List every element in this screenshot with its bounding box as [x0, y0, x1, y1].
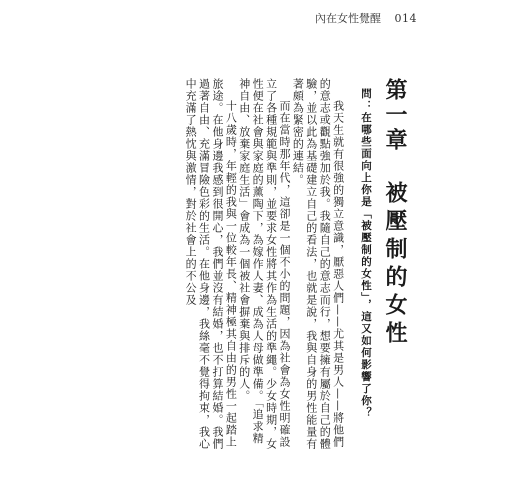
page-body [128, 78, 408, 450]
chapter-title: 被壓制的女性 [382, 181, 408, 349]
paragraph: 我天生就有很強的獨立意識，厭惡人們——尤其是男人——將他們的意志或觀點強加於我。我隨自己的意志而行，想要擁有屬於自己的體驗，並以此為基礎建立自己的看法，也就是說，我與自身的男性能量有著頗為緊密的連結。 [291, 78, 345, 450]
running-header [315, 10, 417, 26]
chapter-number: 第一章 [382, 78, 408, 153]
chapter-question: 問：在哪些面向上你是「被壓制的女性」，這又如何影響了你？ [360, 88, 372, 419]
page-number: 014 [394, 12, 417, 25]
paragraph: 十八歲時，年輕的我與一位較年長、精神極其自由的男性一起踏上旅途。在他身邊我感到很開心，我們並沒有結婚，也不打算結婚。我們過著自由、充滿冒險色彩的生活。在他身邊，我絲毫不覺得拘束，我心中充滿了熱忱與激情，對於社會上的不公及 [184, 78, 238, 450]
chapter-heading [382, 78, 408, 450]
paragraph: 而在當時那年代，這卻是一個不小的問題，因為社會為女性明確設立了各種規範與準則，並要求女性將其作為生活的準繩。少女時期，女性便在社會與家庭的薰陶下，為嫁作人妻、成為人母做準備。「追求精神自由、放棄家庭生活」會成為一個被社會摒棄與排斥的人。 [237, 78, 291, 450]
book-title: 內在女性覺醒 [315, 12, 381, 25]
